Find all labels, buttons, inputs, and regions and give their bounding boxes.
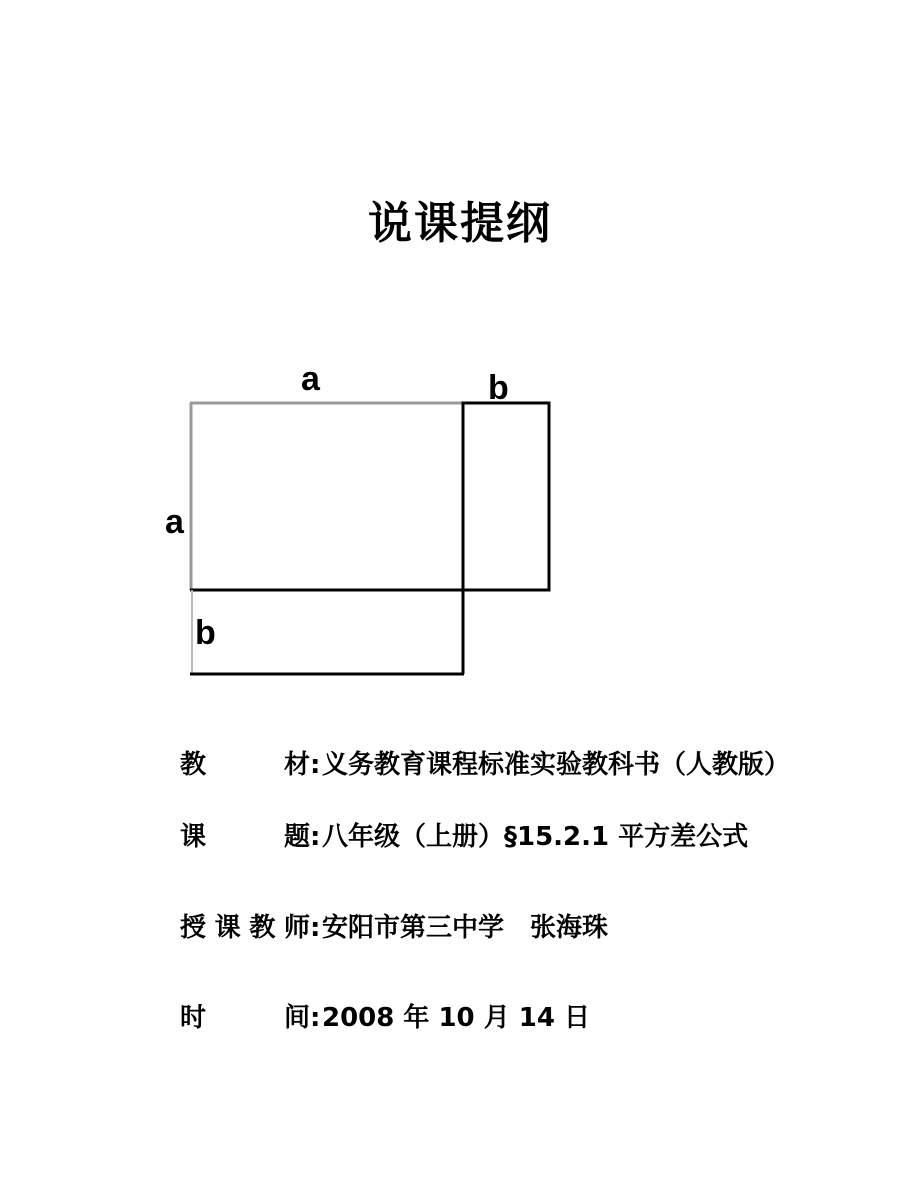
info-row-date [180, 1001, 590, 1035]
right-rectangle [463, 403, 549, 590]
label-top-b: b [488, 369, 509, 407]
info-value-topic: 八年级（上册）§15.2.1 平方差公式 [322, 822, 749, 852]
info-row-topic [180, 820, 748, 854]
info-colon: : [310, 913, 321, 943]
info-value-date: 2008 年 10 月 14 日 [322, 1003, 590, 1033]
info-value-teacher: 安阳市第三中学 张海珠 [322, 913, 609, 943]
info-colon: : [310, 1003, 321, 1033]
info-value-textbook: 义务教育课程标准实验教科书（人教版） [322, 750, 791, 780]
info-row-textbook [180, 748, 790, 782]
info-label-teacher: 授课教师 [180, 913, 310, 943]
info-row-teacher [180, 911, 608, 945]
page-title: 说课提纲 [368, 198, 552, 249]
info-colon: : [310, 822, 321, 852]
info-label-textbook: 教材 [180, 750, 310, 780]
info-label-date: 时间 [180, 1003, 310, 1033]
label-top-a: a [301, 360, 320, 398]
label-bottom-b: b [195, 614, 216, 652]
info-label-topic: 课题 [180, 822, 310, 852]
info-colon: : [310, 750, 321, 780]
label-left-a: a [165, 503, 184, 541]
